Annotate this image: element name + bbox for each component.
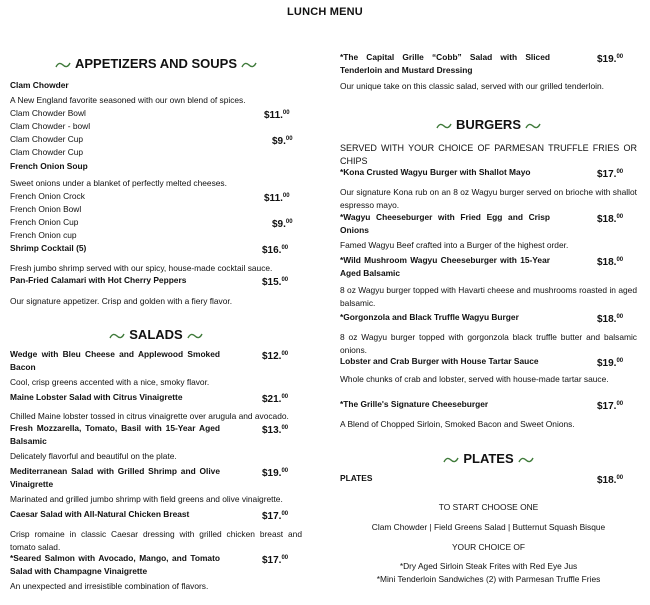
option-label: Clam Chowder - bowl — [10, 121, 91, 131]
item-price: $18.00 — [597, 214, 624, 225]
plates-line: TO START CHOOSE ONE — [438, 502, 539, 512]
menu-item-caesar — [10, 508, 302, 554]
option-label: French Onion Crock — [10, 191, 85, 201]
menu-item-mozzarella — [10, 422, 302, 463]
swirl-icon — [55, 61, 71, 69]
menu-item-cobb — [340, 51, 637, 93]
item-description: Chilled Maine lobster tossed in citrus vinaigrette over arugula and avocado. — [10, 411, 289, 421]
item-name: Pan-Fried Calamari with Hot Cherry Peppers — [10, 275, 187, 285]
plates-line: YOUR CHOICE OF — [451, 542, 526, 552]
item-price: $13.00 — [262, 425, 289, 436]
item-name: Wedge with Bleu Cheese and Applewood Smoked Bacon — [10, 349, 220, 372]
item-name: Mediterranean Salad with Grilled Shrimp and Olive Vinaigrette — [10, 466, 220, 489]
menu-item-french-onion — [10, 160, 302, 242]
item-price: $17.00 — [262, 511, 289, 522]
menu-title: LUNCH MENU — [287, 6, 363, 18]
swirl-icon — [443, 456, 459, 464]
item-price: $17.00 — [597, 169, 624, 180]
item-name: French Onion Soup — [10, 161, 88, 171]
item-price: $19.00 — [597, 358, 624, 369]
option-price: $11.00 — [264, 193, 290, 204]
option-label: French Onion cup — [10, 230, 77, 240]
item-name: *The Grille's Signature Cheeseburger — [340, 399, 489, 409]
item-description: Sweet onions under a blanket of perfectly melted cheeses. — [10, 178, 227, 188]
swirl-icon — [525, 122, 541, 130]
menu-item-mediterranean — [10, 465, 302, 506]
option-price: $9.00 — [272, 136, 293, 147]
item-name: Fresh Mozzarella, Tomato, Basil with 15-Year Aged Balsamic — [10, 423, 220, 446]
swirl-icon — [187, 332, 203, 340]
item-description: A New England favorite seasoned with our own blend of spices. — [10, 95, 246, 105]
menu-item-wedge — [10, 348, 302, 389]
item-description: Our signature appetizer. Crisp and golden with a fiery flavor. — [10, 296, 233, 306]
section-heading-appetizers: APPETIZERS AND SOUPS — [10, 56, 302, 71]
item-price: $18.00 — [597, 257, 624, 268]
item-price: $17.00 — [262, 555, 289, 566]
section-heading-salads: SALADS — [10, 327, 302, 342]
item-description: Crisp romaine in classic Caesar dressing with grilled chicken breast and tomato salad. — [10, 529, 302, 552]
swirl-icon — [109, 332, 125, 340]
plates-line: *Dry Aged Sirloin Steak Frites with Red Eye Jus — [399, 561, 578, 571]
item-name: Shrimp Cocktail (5) — [10, 243, 87, 253]
item-price: $19.00 — [597, 54, 624, 65]
plates-line: *Mini Tenderloin Sandwiches (2) with Parmesan Truffle Fries — [376, 574, 601, 584]
menu-item-signature-cheeseburger — [340, 398, 637, 431]
item-name: *The Capital Grille “Cobb” Salad with Sliced Tenderloin and Mustard Dressing — [340, 52, 550, 75]
item-price: $18.00 — [597, 314, 624, 325]
swirl-icon — [436, 122, 452, 130]
option-label: Clam Chowder Cup — [10, 134, 84, 144]
option-label: French Onion Bowl — [10, 204, 82, 214]
menu-item-calamari — [10, 274, 302, 308]
item-name: Maine Lobster Salad with Citrus Vinaigrette — [10, 392, 183, 402]
menu-item-lobster-crab-burger — [340, 355, 637, 386]
item-description: 8 oz Wagyu burger topped with gorgonzola black truffle butter and balsamic onions. — [340, 332, 637, 355]
item-name: *Gorgonzola and Black Truffle Wagyu Burger — [340, 312, 519, 322]
menu-item-gorgonzola — [340, 311, 637, 357]
item-name: *Seared Salmon with Avocado, Mango, and Tomato Salad with Champagne Vinaigrette — [10, 553, 220, 576]
item-description: Our unique take on this classic salad, served with our grilled tenderloin. — [340, 81, 604, 91]
item-description: 8 oz Wagyu burger topped with Havarti cheese and mushrooms roasted in aged balsamic. — [340, 285, 637, 308]
option-price: $11.00 — [264, 110, 290, 121]
item-description: Famed Wagyu Beef crafted into a Burger of the highest order. — [340, 240, 569, 250]
item-price: $18.00 — [597, 475, 624, 486]
item-name: *Wagyu Cheeseburger with Fried Egg and Crisp Onions — [340, 212, 550, 235]
section-heading-burgers: BURGERS — [340, 117, 637, 132]
menu-item-shrimp-cocktail — [10, 242, 302, 275]
item-description: Cool, crisp greens accented with a nice, smoky flavor. — [10, 377, 210, 387]
item-price: $17.00 — [597, 401, 624, 412]
item-description: A Blend of Chopped Sirloin, Smoked Bacon and Sweet Onions. — [340, 419, 575, 429]
item-name: Caesar Salad with All-Natural Chicken Breast — [10, 509, 190, 519]
option-label: French Onion Cup — [10, 217, 79, 227]
section-heading-plates: PLATES — [340, 451, 637, 466]
plates-options — [340, 497, 637, 586]
item-name: PLATES — [340, 473, 373, 483]
option-label: Clam Chowder Cup — [10, 147, 84, 157]
item-price: $15.00 — [262, 277, 289, 288]
item-description: An unexpected and irresistible combination of flavors. — [10, 581, 209, 591]
item-price: $12.00 — [262, 351, 289, 362]
item-description: Marinated and grilled jumbo shrimp with field greens and olive vinaigrette. — [10, 494, 283, 504]
item-name: Lobster and Crab Burger with House Tartar Sauce — [340, 356, 539, 366]
item-name: Clam Chowder — [10, 80, 69, 90]
item-name: *Kona Crusted Wagyu Burger with Shallot Mayo — [340, 167, 531, 177]
option-price: $9.00 — [272, 219, 293, 230]
item-name: *Wild Mushroom Wagyu Cheeseburger with 15-Year Aged Balsamic — [340, 255, 550, 278]
menu-item-kona-burger — [340, 166, 637, 212]
item-price: $16.00 — [262, 245, 289, 256]
item-description: Delicately flavorful and beautiful on the plate. — [10, 451, 177, 461]
menu-item-plates — [340, 472, 637, 487]
option-label: Clam Chowder Bowl — [10, 108, 86, 118]
item-description: Whole chunks of crab and lobster, served with house-made tartar sauce. — [340, 374, 609, 384]
burgers-intro: SERVED WITH YOUR CHOICE OF PARMESAN TRUFFLE FRIES OR CHIPS — [340, 143, 637, 166]
item-description: Our signature Kona rub on an 8 oz Wagyu burger served on brioche with shallot espresso mayo. — [340, 187, 637, 210]
swirl-icon — [241, 61, 257, 69]
menu-item-lobster-salad — [10, 391, 302, 423]
menu-item-wild-mushroom — [340, 254, 637, 310]
item-description: Fresh jumbo shrimp served with our spicy, house-made cocktail sauce. — [10, 263, 273, 273]
plates-line: Clam Chowder | Field Greens Salad | Butternut Squash Bisque — [371, 522, 606, 532]
item-price: $21.00 — [262, 394, 289, 405]
menu-item-salmon — [10, 552, 302, 593]
item-price: $19.00 — [262, 468, 289, 479]
menu-item-clam-chowder — [10, 79, 302, 159]
menu-item-wagyu-cheeseburger — [340, 211, 637, 252]
swirl-icon — [518, 456, 534, 464]
